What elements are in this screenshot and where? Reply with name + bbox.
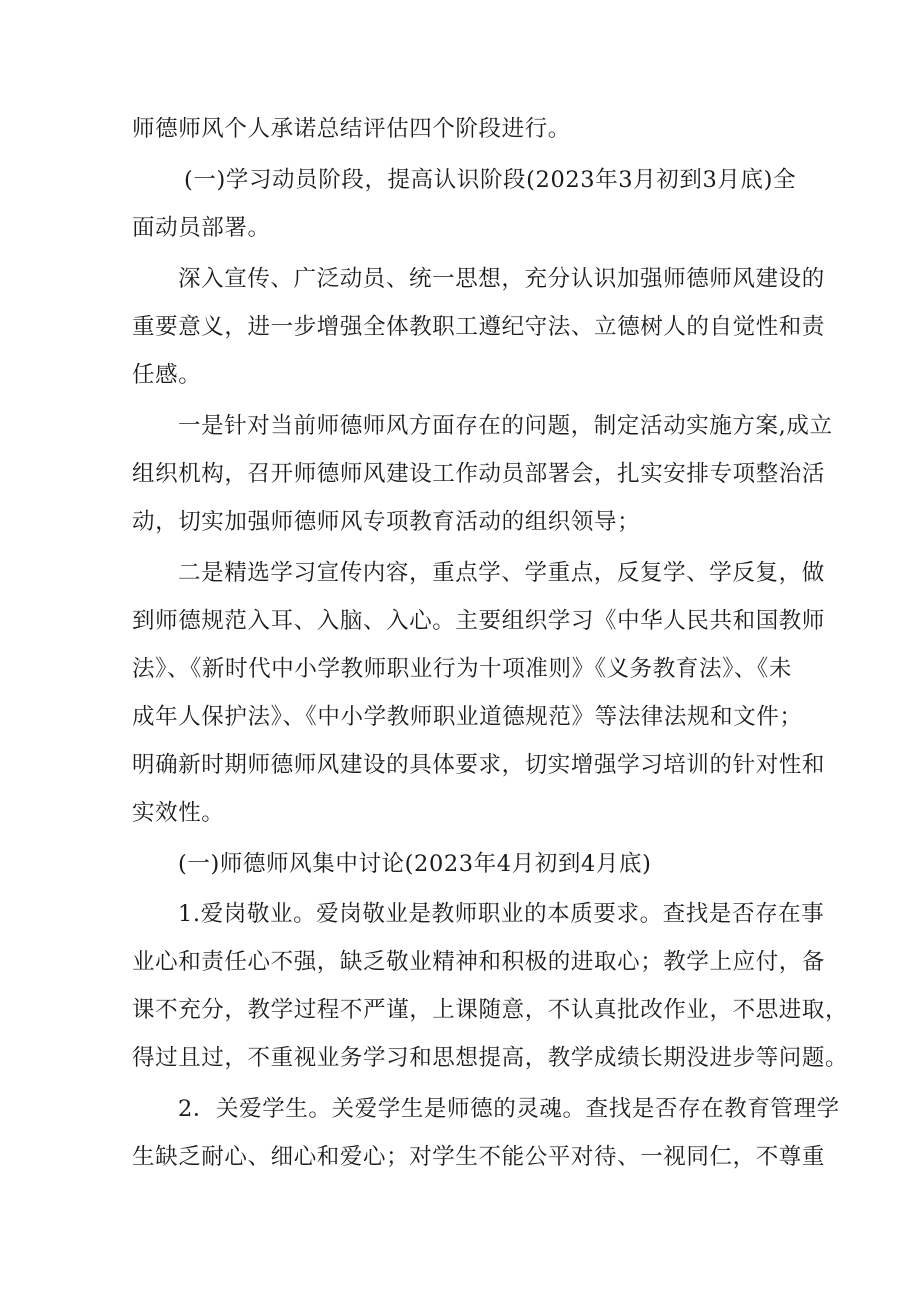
section-heading: (一)学习动员阶段，提高认识阶段(2023年3月初到3月底)全 (184, 167, 797, 193)
paragraph-line: 任感。 (132, 362, 202, 388)
paragraph-line: 得过且过，不重视业务学习和思想提高，教学成绩长期没进步等问题。 (132, 1045, 849, 1071)
paragraph-line: 业心和责任心不强，缺乏敬业精神和积极的进取心；教学上应付，备 (132, 949, 826, 975)
paragraph-line: 实效性。 (132, 800, 225, 826)
paragraph-line: 一是针对当前师德师风方面存在的问题，制定活动实施方案,成立 (178, 413, 833, 439)
text-line: 师德师风个人承诺总结评估四个阶段进行。 (132, 116, 571, 142)
paragraph-line: 课不充分，教学过程不严谨，上课随意，不认真批改作业，不思进取， (132, 997, 849, 1023)
paragraph-line: 组织机构，召开师德师风建设工作动员部署会，扎实安排专项整治活 (132, 461, 826, 487)
paragraph-line: 动，切实加强师德师风专项教育活动的组织领导； (132, 509, 641, 535)
paragraph-line: 成年人保护法》、《中小学教师职业道德规范》等法律法规和文件； (132, 704, 803, 730)
section-heading: (一)师德师风集中讨论(2023年4月初到4月底) (178, 851, 652, 877)
paragraph-line: 重要意义，进一步增强全体教职工遵纪守法、立德树人的自觉性和责 (132, 314, 826, 340)
paragraph-line: 到师德规范入耳、入脑、入心。主要组织学习《中华人民共和国教师 (132, 608, 826, 634)
paragraph-line: 1.爱岗敬业。爱岗敬业是教师职业的本质要求。查找是否存在事 (178, 901, 825, 927)
text-line: 面动员部署。 (132, 215, 271, 241)
paragraph-line: 明确新时期师德师风建设的具体要求，切实增强学习培训的针对性和 (132, 752, 826, 778)
paragraph-line: 二是精选学习宣传内容，重点学、学重点，反复学、学反复，做 (178, 560, 825, 586)
paragraph-line: 法》、《新时代中小学教师职业行为十项准则》《义务教育法》、《未 (132, 656, 792, 682)
paragraph-line: 2．关爱学生。关爱学生是师德的灵魂。查找是否存在教育管理学 (178, 1096, 840, 1122)
paragraph-line: 深入宣传、广泛动员、统一思想，充分认识加强师德师风建设的 (178, 266, 825, 292)
paragraph-line: 生缺乏耐心、细心和爱心；对学生不能公平对待、一视同仁，不尊重 (132, 1144, 826, 1170)
